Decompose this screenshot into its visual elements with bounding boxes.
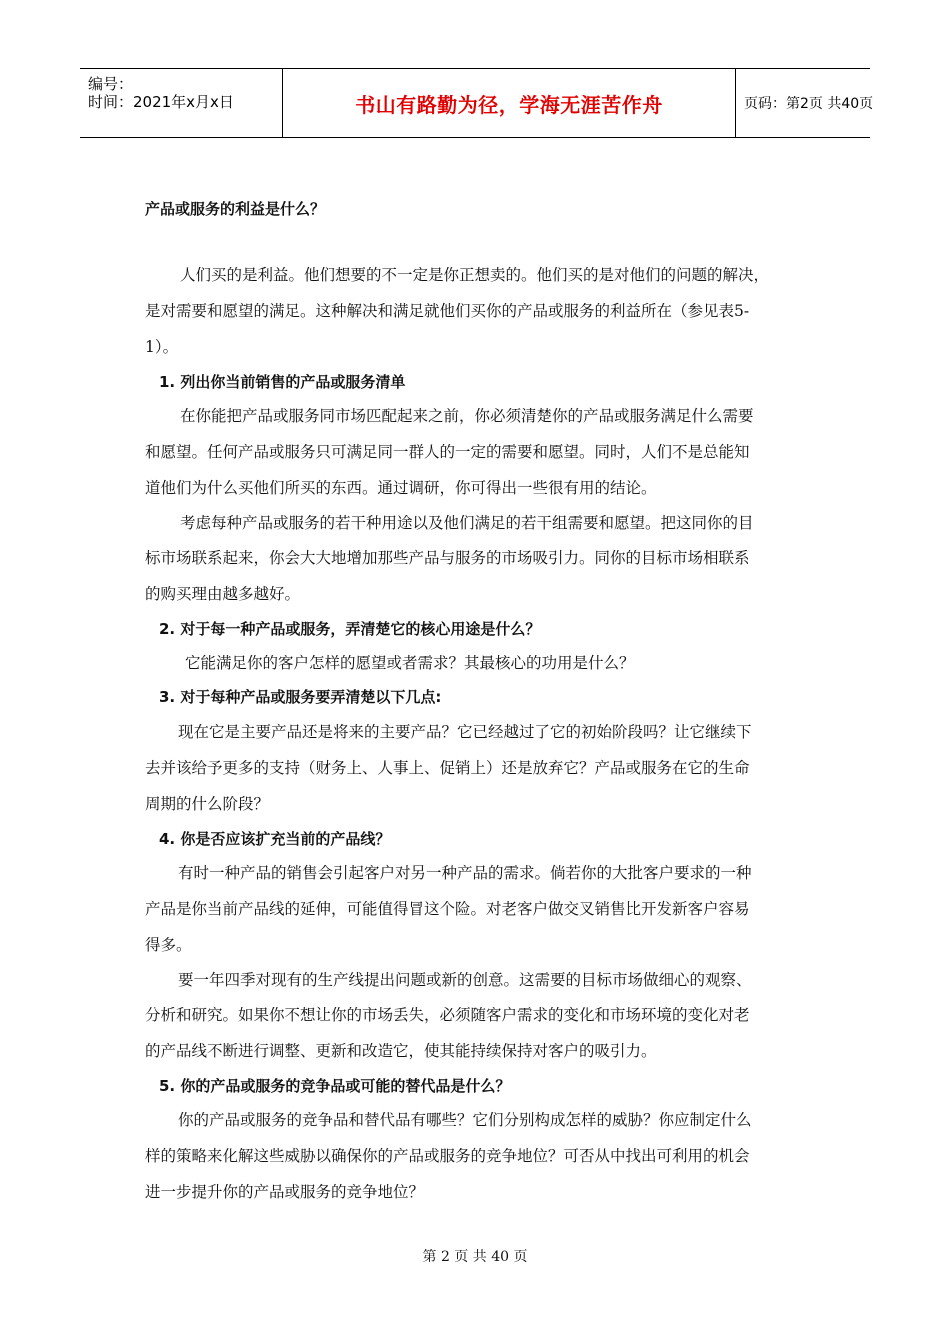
numbered-heading: 3. 对于每种产品或服务要弄清楚以下几点: [159,688,442,706]
page-footer: 第 2 页 共 40 页 [422,1249,528,1265]
paragraph-line: 有时一种产品的销售会引起客户对另一种产品的需求。倘若你的大批客户要求的一种 [178,864,752,882]
paragraph-line: 和愿望。任何产品或服务只可满足同一群人的一定的需要和愿望。同时，人们不是总能知 [145,443,750,461]
paragraph-line: 1）。 [145,338,179,356]
header-info-cell [80,69,280,137]
paragraph-line: 在你能把产品或服务同市场匹配起来之前，你必须清楚你的产品或服务满足什么需要 [180,407,754,425]
paragraph-line: 道他们为什么买他们所买的东西。通过调研，你可得出一些很有用的结论。 [145,479,657,497]
paragraph-line: 标市场联系起来，你会大大地增加那些产品与服务的市场吸引力。同你的目标市场相联系 [145,549,750,567]
paragraph-line: 是对需要和愿望的满足。这种解决和满足就他们买你的产品或服务的利益所在（参见表5- [145,302,750,320]
document-date-label: 时间：2021年x月x日 [88,93,234,111]
paragraph-line: 的购买理由越多越好。 [145,585,301,603]
paragraph-line: 它能满足你的客户怎样的愿望或者需求？其最核心的功用是什么？ [185,654,635,672]
paragraph-line: 产品是你当前产品线的延伸，可能值得冒这个险。对老客户做交叉销售比开发新客户容易 [145,900,750,918]
header-page-code: 页码：第2页 共40页 [744,96,874,112]
header-motto: 书山有路勤为径，学海无涯苦作舟 [355,92,663,117]
numbered-heading: 2. 对于每一种产品或服务，弄清楚它的核心用途是什么？ [159,620,541,638]
paragraph-line: 样的策略来化解这些威胁以确保你的产品或服务的竞争地位？可否从中找出可利用的机会 [145,1147,750,1165]
paragraph-line: 你的产品或服务的竞争品和替代品有哪些？它们分别构成怎样的威胁？你应制定什么 [178,1111,752,1129]
paragraph-line: 进一步提升你的产品或服务的竞争地位？ [145,1183,425,1201]
section-heading: 产品或服务的利益是什么？ [145,200,326,218]
paragraph-line: 现在它是主要产品还是将来的主要产品？它已经越过了它的初始阶段吗？让它继续下 [178,723,752,741]
numbered-heading: 1. 列出你当前销售的产品或服务清单 [159,373,406,391]
paragraph-line: 周期的什么阶段？ [145,795,270,813]
page-header [80,68,874,138]
paragraph-line: 考虑每种产品或服务的若干种用途以及他们满足的若干组需要和愿望。把这同你的目 [180,514,754,532]
header-motto-cell [282,69,736,137]
paragraph-line: 要一年四季对现有的生产线提出问题或新的创意。这需要的目标市场做细心的观察、 [178,971,752,989]
paragraph-line: 得多。 [145,936,192,954]
numbered-heading: 5. 你的产品或服务的竞争品或可能的替代品是什么？ [159,1077,511,1095]
paragraph-line: 去并该给予更多的支持（财务上、人事上、促销上）还是放弃它？产品或服务在它的生命 [145,759,750,777]
paragraph-line: 的产品线不断进行调整、更新和改造它，使其能持续保持对客户的吸引力。 [145,1042,657,1060]
numbered-heading: 4. 你是否应该扩充当前的产品线？ [159,830,391,848]
header-page-cell [736,69,874,137]
paragraph-line: 人们买的是利益。他们想要的不一定是你正想卖的。他们买的是对他们的问题的解决， [180,266,770,284]
paragraph-line: 分析和研究。如果你不想让你的市场丢失，必须随客户需求的变化和市场环境的变化对老 [145,1006,750,1024]
document-id-label: 编号： [88,75,134,93]
